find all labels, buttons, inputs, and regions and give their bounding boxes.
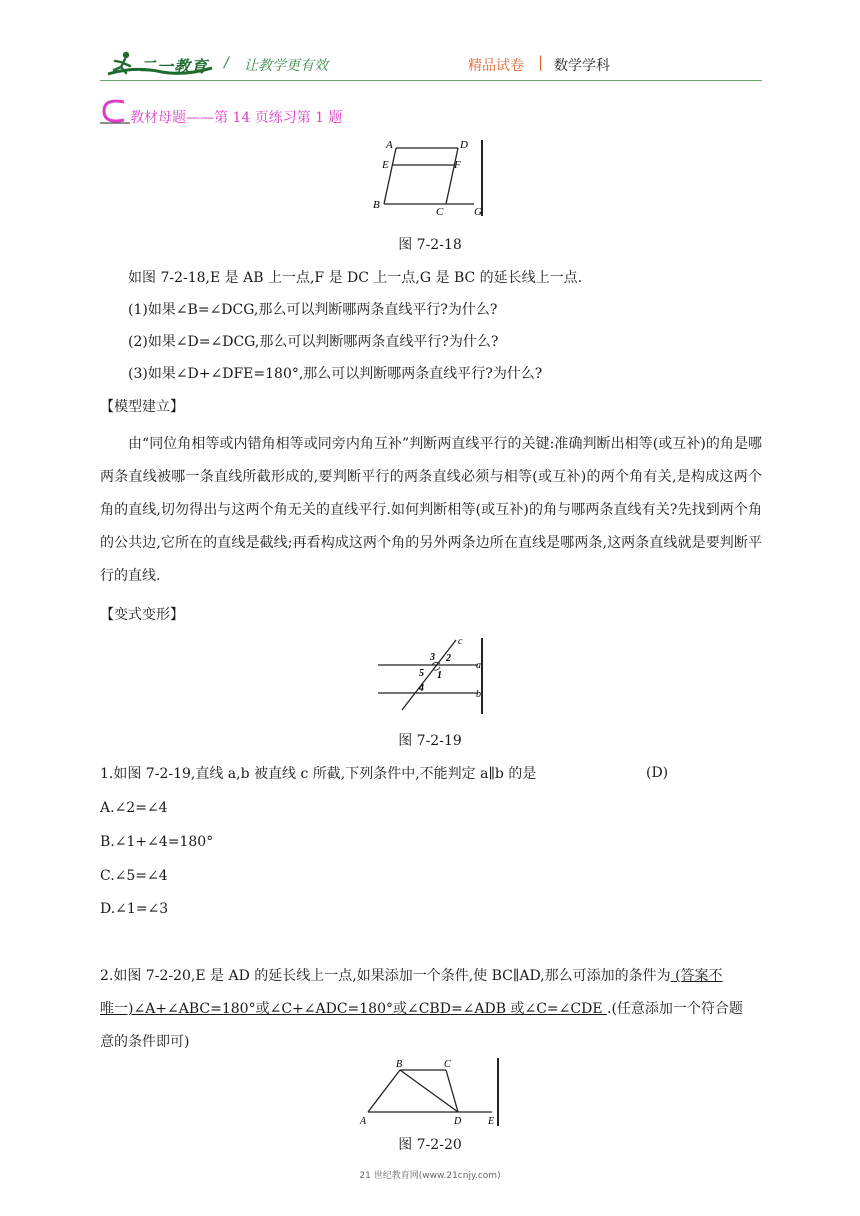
label-f: F [454, 159, 461, 171]
question-1-answer: (D) [646, 765, 669, 781]
header-rule [100, 80, 762, 81]
header-brand-left: 精品试卷 [468, 58, 524, 74]
header-separator: | [538, 53, 544, 71]
option-c: C.∠5=∠4 [100, 868, 168, 884]
angle-label-1: 1 [437, 670, 442, 681]
question-1-stem: 1.如图 7-2-19,直线 a,b 被直线 c 所截,下列条件中,不能判定 a∥b 的是 [100, 766, 537, 782]
label-c: c [458, 636, 463, 647]
segment-ab [384, 148, 396, 204]
segment-ab [368, 1070, 400, 1112]
figure-caption-7-2-19: 图 7-2-19 [398, 733, 462, 749]
label-b: B [373, 199, 380, 211]
label-b: B [396, 1059, 403, 1070]
label-g: G [474, 206, 482, 218]
segment-cd [446, 1070, 458, 1112]
logo-text: 二一教育 [140, 57, 209, 76]
header-slash: / [224, 55, 229, 71]
problem-q3: (3)如果∠D+∠DFE=180°,那么可以判断哪两条直线平行?为什么? [128, 366, 543, 382]
line-c [402, 640, 456, 710]
option-d: D.∠1=∠3 [100, 901, 169, 917]
question-2-line-1 [100, 960, 762, 992]
problem-q1: (1)如果∠B=∠DCG,那么可以判断哪两条直线平行?为什么? [128, 302, 498, 318]
question-2-answer-start: (答案不 [670, 968, 723, 984]
model-heading: 【模型建立】 [100, 399, 184, 415]
source-bracket-icon [100, 98, 130, 124]
label-d: D [454, 1116, 462, 1127]
figure-caption-7-2-18: 图 7-2-18 [398, 237, 462, 253]
option-b: B.∠1+∠4=180° [100, 834, 214, 850]
label-b: b [476, 689, 481, 700]
question-2-line-3: 意的条件即可) [100, 1034, 190, 1050]
question-2-suffix: .(任意添加一个符合题 [607, 1001, 743, 1017]
problem-intro: 如图 7-2-18,E 是 AB 上一点,F 是 DC 上一点,G 是 BC 的延长线上一点. [128, 270, 583, 286]
footer-text: 21 世纪教育网(www.21cnjy.com) [359, 1171, 501, 1181]
figure-7-2-19 [374, 634, 490, 716]
variant-heading: 【变式变形】 [100, 607, 184, 623]
header-brand-right: 数学学科 [554, 58, 610, 74]
label-d: D [460, 139, 468, 151]
angle-label-4: 4 [419, 683, 424, 694]
label-a: A [360, 1116, 367, 1127]
source-title: 教材母题——第 14 页练习第 1 题 [130, 110, 343, 126]
label-a: A [386, 139, 393, 151]
header-slogan: 让教学更有效 [244, 58, 328, 74]
label-a: a [476, 660, 481, 671]
figure-7-2-20 [358, 1056, 506, 1128]
question-2-prefix: 2.如图 7-2-20,E 是 AD 的延长线上一点,如果添加一个条件,使 BC∥AD,那么可添加的条件为 [100, 968, 671, 984]
angle-label-3: 3 [430, 652, 435, 663]
label-c: C [444, 1059, 451, 1070]
label-e: E [382, 159, 389, 171]
label-c: C [436, 206, 444, 218]
segment-dc [446, 148, 458, 204]
model-body: 由“同位角相等或内错角相等或同旁内角互补”判断两直线平行的关键:准确判断出相等(或互补)的角是哪两条直线被哪一条直线所截形成的,要判断平行的两条直线必须与相等(或互补)的两个角有关,是构成这两个角的直线,切勿得出与这两个角无关的直线平行.如何判断相等(或互补)的角与哪两条直线有关?先找到两个角的公共边,它所在的直线是截线;再看构成这两个角的另外两条边所在直线是哪两条,这两条直线就是要判断平行的直线. [100, 436, 762, 584]
question-2-answer-continued: 唯一)∠A+∠ABC=180°或∠C+∠ADC=180°或∠CBD=∠ADB 或∠C=∠CDE [100, 1001, 607, 1017]
segment-bd [400, 1070, 458, 1112]
angle-label-2: 2 [446, 653, 451, 664]
label-e: E [488, 1116, 495, 1127]
figure-caption-7-2-20: 图 7-2-20 [398, 1137, 462, 1153]
problem-q2: (2)如果∠D=∠DCG,那么可以判断哪两条直线平行?为什么? [128, 334, 499, 350]
angle-label-5: 5 [419, 668, 424, 679]
question-2-line-2 [100, 993, 762, 1025]
option-a: A.∠2=∠4 [100, 800, 168, 816]
figure-7-2-18 [370, 136, 490, 220]
